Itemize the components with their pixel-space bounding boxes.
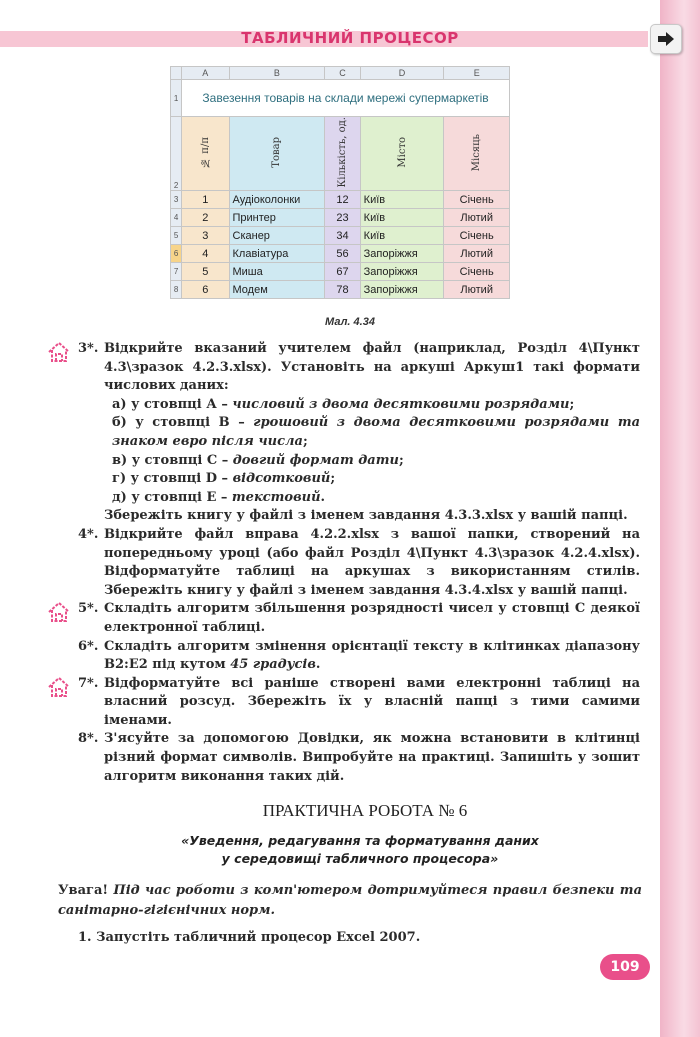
row-header: 7 xyxy=(171,263,182,281)
task-text: З'ясуйте за допомогою Довідки, як можна встановити в клітинці різний формат символів. Випробуйте на практиці. Запишіть у зошит алгоритм виконання таких дій. xyxy=(104,731,640,784)
cell: Київ xyxy=(360,191,444,209)
sub-item-format: текстовий xyxy=(231,489,321,505)
cell: Сканер xyxy=(229,227,325,245)
sub-item xyxy=(104,470,640,489)
cell: Січень xyxy=(444,191,510,209)
cell: Модем xyxy=(229,281,325,299)
cell: Лютий xyxy=(444,245,510,263)
cell: Запоріжжя xyxy=(360,263,444,281)
task-3 xyxy=(78,340,640,526)
sub-item-format: числовий з двома десятковими розрядами xyxy=(232,396,570,412)
cell: Аудіоколонки xyxy=(229,191,325,209)
row-header: 8 xyxy=(171,281,182,299)
table-row xyxy=(171,227,510,245)
task-list xyxy=(78,340,640,786)
punct: ; xyxy=(398,452,404,468)
sub-item-label: в) у стовпці С – xyxy=(112,452,233,468)
practical-subtitle xyxy=(100,832,620,868)
cell: 3 xyxy=(182,227,229,245)
sub-item-label: д) у стовпці Е – xyxy=(112,489,232,505)
row-header: 6 xyxy=(171,245,182,263)
cell: Лютий xyxy=(444,281,510,299)
next-page-button[interactable] xyxy=(650,24,682,54)
home-task-icon xyxy=(46,676,72,698)
sub-item xyxy=(104,396,640,415)
cell: 56 xyxy=(325,245,360,263)
task-save-instruction: Збережіть книгу у файлі з іменем завдання 4.3.3.xlsx у вашій папці. xyxy=(104,508,628,524)
warning-text: Під час роботи з комп'ютером дотримуйтеся правил безпеки та санітарно-гігієнічних норм. xyxy=(58,883,642,918)
task-7 xyxy=(78,675,640,731)
task-text xyxy=(104,638,640,675)
cell: Миша xyxy=(229,263,325,281)
cell: Клавіатура xyxy=(229,245,325,263)
task-text: Складіть алгоритм збільшення розрядності чисел у стовпці С деякої електронної таблиці. xyxy=(104,601,640,635)
sub-item-format: довгий формат дати xyxy=(232,452,399,468)
table-row xyxy=(171,209,510,227)
page-number: 109 xyxy=(600,954,650,980)
sub-item xyxy=(104,414,640,451)
task-text: Відформатуйте всі раніше створені вами електронні таблиці на власний розсуд. Збережіть їх у власній папці з тими самими іменами. xyxy=(104,675,640,728)
cell: 2 xyxy=(182,209,229,227)
cell: 1 xyxy=(182,191,229,209)
punct: ; xyxy=(302,433,308,449)
subtitle-line: «Уведення, редагування та форматування даних xyxy=(181,833,539,848)
arrow-right-icon xyxy=(657,31,675,47)
headers-row xyxy=(171,117,510,191)
task-number: 6*. xyxy=(78,638,99,654)
figure-caption: Мал. 4.34 xyxy=(325,316,375,328)
task-number: 4*. xyxy=(78,526,99,542)
sheet-title: Завезення товарів на склади мережі супермаркетів xyxy=(182,80,510,117)
task-8 xyxy=(78,730,640,786)
header-text: Місяць xyxy=(471,133,483,171)
practical-step-1: 1. Запустіть табличний процесор Excel 2007. xyxy=(78,930,421,945)
row-header: 4 xyxy=(171,209,182,227)
cell: 23 xyxy=(325,209,360,227)
sub-item-label: г) у стовпці D – xyxy=(112,471,233,487)
col-header: C xyxy=(325,67,360,80)
punct: . xyxy=(320,489,326,505)
task-5 xyxy=(78,600,640,637)
cell: 34 xyxy=(325,227,360,245)
column-header-row xyxy=(171,67,510,80)
task-text: Відкрийте вказаний учителем файл (наприклад, Розділ 4\Пункт 4.3\зразок 4.2.3.xlsx). Установіть на аркуші Аркуш1 такі формати числових даних: xyxy=(104,341,640,394)
section-title: ТАБЛИЧНИЙ ПРОЦЕСОР xyxy=(241,29,459,47)
table-row xyxy=(171,191,510,209)
task-number: 8*. xyxy=(78,731,99,747)
row-header: 1 xyxy=(171,80,182,117)
header-cell xyxy=(229,117,325,191)
header-text: № п/п xyxy=(199,136,211,168)
col-header: A xyxy=(182,67,229,80)
task-4 xyxy=(78,526,640,600)
cell: 78 xyxy=(325,281,360,299)
sub-item-format: відсотковий xyxy=(232,471,331,487)
home-task-icon xyxy=(46,341,72,363)
cell: 4 xyxy=(182,245,229,263)
task-number: 5*. xyxy=(78,601,99,617)
home-task-icon xyxy=(46,601,72,623)
cell: 5 xyxy=(182,263,229,281)
task-number: 7*. xyxy=(78,675,99,691)
task-text: Відкрийте файл вправа 4.2.2.xlsx з вашої папки, створений на попередньому уроці (або файл Розділ 4\Пункт 4.3\зразок 4.2.4.xlsx). Відформатуйте таблиці на аркушах з використанням стилів. Збережіть книгу у файлі з іменем завдання 4.3.4.xlsx у вашій папці. xyxy=(104,526,640,598)
cell: Січень xyxy=(444,263,510,281)
row-header: 2 xyxy=(171,117,182,191)
header-text: Місто xyxy=(396,136,408,168)
header-text: Товар xyxy=(271,136,283,168)
table-row xyxy=(171,281,510,299)
task-text-part: Складіть алгоритм змінення орієнтації тексту в клітинках діапазону В2:Е2 під кутом xyxy=(104,638,640,673)
sub-item-label: а) у стовпці А – xyxy=(112,396,233,412)
cell: Січень xyxy=(444,227,510,245)
col-header: E xyxy=(444,67,510,80)
col-header: D xyxy=(360,67,444,80)
row-header: 5 xyxy=(171,227,182,245)
practical-title: ПРАКТИЧНА РОБОТА № 6 xyxy=(262,801,468,820)
cell: Київ xyxy=(360,227,444,245)
header-cell xyxy=(325,117,360,191)
cell: Запоріжжя xyxy=(360,281,444,299)
title-row xyxy=(171,80,510,117)
subtitle-line: у середовищі табличного процесора» xyxy=(221,851,499,866)
table-row xyxy=(171,245,510,263)
cell: 67 xyxy=(325,263,360,281)
punct: ; xyxy=(330,471,336,487)
sub-item xyxy=(104,452,640,471)
cell: Київ xyxy=(360,209,444,227)
task-6 xyxy=(78,638,640,675)
col-header: B xyxy=(229,67,325,80)
header-cell xyxy=(444,117,510,191)
cell: Принтер xyxy=(229,209,325,227)
warning-label: Увага! xyxy=(58,883,109,898)
header-text: Кількість, од. xyxy=(337,117,348,188)
side-decor-band xyxy=(660,0,700,1037)
spreadsheet-figure xyxy=(170,66,510,299)
punct: ; xyxy=(569,396,575,412)
header-cell xyxy=(182,117,229,191)
cell: 12 xyxy=(325,191,360,209)
task-number: 3*. xyxy=(78,341,99,356)
header-cell xyxy=(360,117,444,191)
row-header: 3 xyxy=(171,191,182,209)
cell: Лютий xyxy=(444,209,510,227)
sub-item-format: грошовий з двома десятковими розрядами та знаком евро після числа xyxy=(112,415,641,449)
task-text-angle: 45 градусів xyxy=(230,657,316,673)
table-row xyxy=(171,263,510,281)
punct: . xyxy=(315,657,321,673)
sub-item xyxy=(104,489,640,508)
corner-cell xyxy=(171,67,182,80)
cell: Запоріжжя xyxy=(360,245,444,263)
cell: 6 xyxy=(182,281,229,299)
sub-item-label: б) у стовпці В – xyxy=(112,415,254,431)
safety-warning xyxy=(58,881,642,921)
